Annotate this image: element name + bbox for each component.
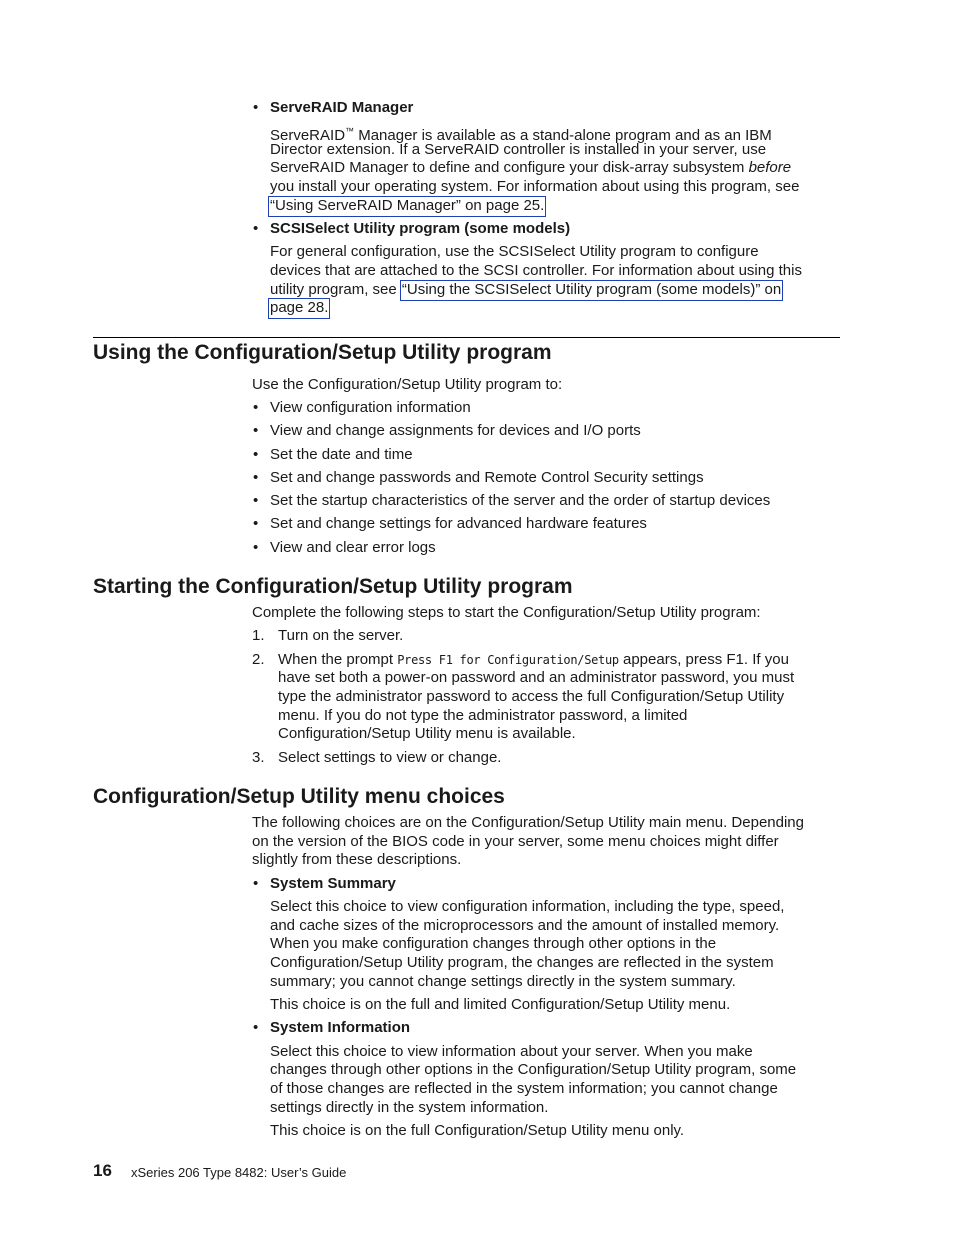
serveraid-line4: you install your operating system. For information about using this program, see (270, 178, 800, 195)
system-summary-text: Configuration/Setup Utility program, the changes are reflected in the system (270, 954, 774, 971)
scsiselect-line2: devices that are attached to the SCSI controller. For information about using this (270, 262, 802, 279)
page-number: 16 (93, 1161, 112, 1180)
section3-intro: The following choices are on the Configuration/Setup Utility main menu. Depending (252, 814, 804, 831)
bullet-glyph: • (253, 99, 259, 116)
scsiselect-heading: SCSISelect Utility program (some models) (270, 220, 571, 237)
bullet-glyph: • (253, 492, 259, 509)
section1-title: Using the Configuration/Setup Utility program (93, 341, 552, 364)
section2-intro: Complete the following steps to start the Configuration/Setup Utility program: (252, 604, 761, 621)
bullet-glyph: • (253, 875, 259, 892)
list-item: View and clear error logs (270, 539, 436, 556)
system-information-text: settings directly in the system information. (270, 1099, 549, 1116)
system-information-text: Select this choice to view information about your server. When you make (270, 1043, 753, 1060)
list-item: Set the startup characteristics of the server and the order of startup devices (270, 492, 771, 509)
bullet-glyph: • (253, 220, 259, 237)
scsiselect-link-cont[interactable]: page 28. (270, 299, 329, 316)
list-item: Set and change passwords and Remote Control Security settings (270, 469, 704, 486)
prompt-code: Press F1 for Configuration/Setup (397, 653, 619, 667)
system-summary-text: When you make configuration changes through other options in the (270, 935, 717, 952)
bullet-glyph: • (253, 399, 259, 416)
serveraid-heading: ServeRAID Manager (270, 99, 414, 116)
section3-intro: on the version of the BIOS code in your server, some menu choices might differ (252, 833, 779, 850)
system-summary-note: This choice is on the full and limited Configuration/Setup Utility menu. (270, 996, 731, 1013)
section-divider (93, 337, 840, 338)
section2-title: Starting the Configuration/Setup Utility program (93, 575, 573, 598)
scsiselect-line3: utility program, see “Using the SCSISelect Utility program (some models)” on (270, 281, 782, 298)
bullet-glyph: • (253, 515, 259, 532)
serveraid-line2: Director extension. If a ServeRAID controller is installed in your server, use (270, 141, 767, 158)
step-number: 1. (252, 627, 265, 644)
list-item: Set and change settings for advanced hardware features (270, 515, 647, 532)
system-summary-heading: System Summary (270, 875, 396, 892)
list-item: View and change assignments for devices and I/O ports (270, 422, 641, 439)
system-summary-text: Select this choice to view configuration information, including the type, speed, (270, 898, 785, 915)
step-number: 3. (252, 749, 265, 766)
step-number: 2. (252, 651, 265, 668)
serveraid-link[interactable]: “Using ServeRAID Manager” on page 25. (270, 197, 545, 214)
step-text: type the administrator password to access the full Configuration/Setup Utility (278, 688, 785, 705)
list-item: View configuration information (270, 399, 471, 416)
scsiselect-line1: For general configuration, use the SCSISelect Utility program to configure (270, 243, 759, 260)
bullet-glyph: • (253, 539, 259, 556)
system-information-text: of those changes are reflected in the system information; you cannot change (270, 1080, 778, 1097)
serveraid-line1: ServeRAID™ Manager is available as a stand-alone program and as an IBM (270, 126, 772, 144)
bullet-glyph: • (253, 1019, 259, 1036)
step-text: Turn on the server. (278, 627, 404, 644)
step-text: have set both a power-on password and an administrator password, you must (278, 669, 795, 686)
list-item: Set the date and time (270, 446, 413, 463)
bullet-glyph: • (253, 469, 259, 486)
step-text: Configuration/Setup Utility menu is available. (278, 725, 576, 742)
step-text: menu. If you do not type the administrator password, a limited (278, 707, 688, 724)
system-summary-text: and cache sizes of the microprocessors and the amount of installed memory. (270, 917, 780, 934)
step-text: Select settings to view or change. (278, 749, 502, 766)
footer-title: xSeries 206 Type 8482: User’s Guide (131, 1165, 347, 1180)
system-information-heading: System Information (270, 1019, 411, 1036)
scsiselect-link[interactable]: “Using the SCSISelect Utility program (some models)” on (401, 281, 782, 298)
system-information-note: This choice is on the full Configuration/Setup Utility menu only. (270, 1122, 685, 1139)
section1-intro: Use the Configuration/Setup Utility program to: (252, 376, 563, 393)
section3-title: Configuration/Setup Utility menu choices (93, 785, 505, 808)
serveraid-line3: ServeRAID Manager to define and configure your disk-array subsystem before (270, 159, 792, 176)
step-text: When the prompt Press F1 for Configuration/Setup appears, press F1. If you (278, 651, 789, 668)
bullet-glyph: • (253, 446, 259, 463)
system-summary-text: summary; you cannot change settings directly in the system summary. (270, 973, 736, 990)
section3-intro: slightly from these descriptions. (252, 851, 462, 868)
system-information-text: changes through other options in the Configuration/Setup Utility program, some (270, 1061, 797, 1078)
bullet-glyph: • (253, 422, 259, 439)
